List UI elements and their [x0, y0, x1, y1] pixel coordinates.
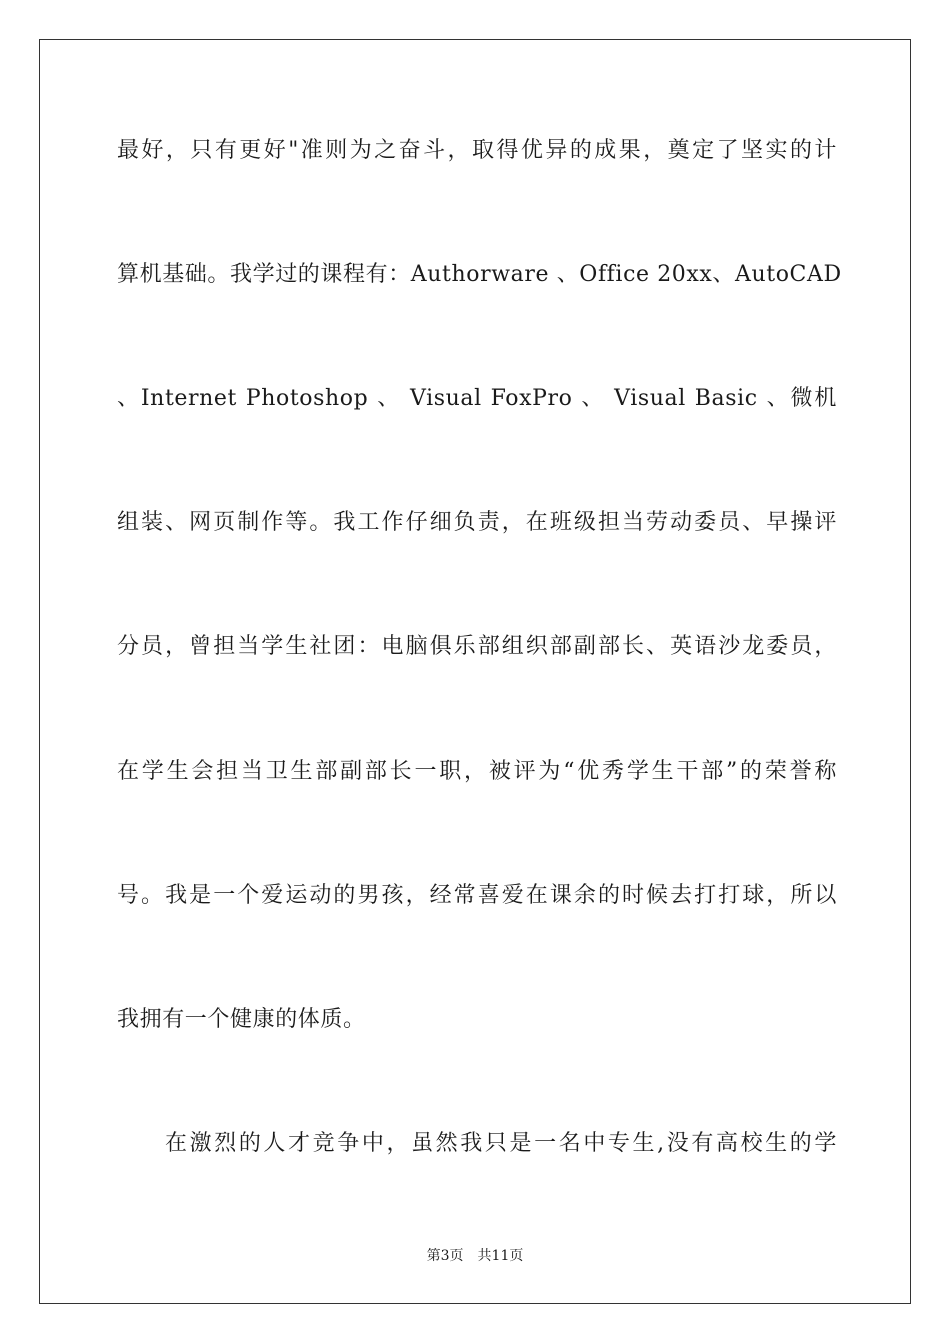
body-text-line-3: 、Internet Photoshop 、 Visual FoxPro 、 Visual Basic 、微机	[117, 386, 837, 411]
body-text-line-9: 在激烈的人才竞争中，虽然我只是一名中专生,没有高校生的学	[165, 1131, 837, 1156]
body-text-line-5: 分员，曾担当学生社团：电脑俱乐部组织部副部长、英语沙龙委员，	[117, 634, 837, 659]
body-text-line-6: 在学生会担当卫生部副部长一职，被评为“优秀学生干部”的荣誉称	[117, 759, 837, 784]
body-text-line-4: 组装、网页制作等。我工作仔细负责，在班级担当劳动委员、早操评	[117, 510, 837, 535]
page-total: 共11页	[477, 1248, 524, 1264]
page-footer	[0, 1247, 950, 1265]
page-frame	[39, 39, 911, 1304]
body-text-line-8: 我拥有一个健康的体质。	[117, 1007, 366, 1032]
body-text-line-2: 算机基础。我学过的课程有：Authorware 、Office 20xx、AutoCAD	[117, 262, 842, 287]
body-text-line-1: 最好，只有更好"准则为之奋斗，取得优异的成果，奠定了坚实的计	[117, 138, 837, 163]
page-number: 第3页	[426, 1248, 464, 1264]
body-text-line-7: 号。我是一个爱运动的男孩，经常喜爱在课余的时候去打打球，所以	[117, 883, 837, 908]
